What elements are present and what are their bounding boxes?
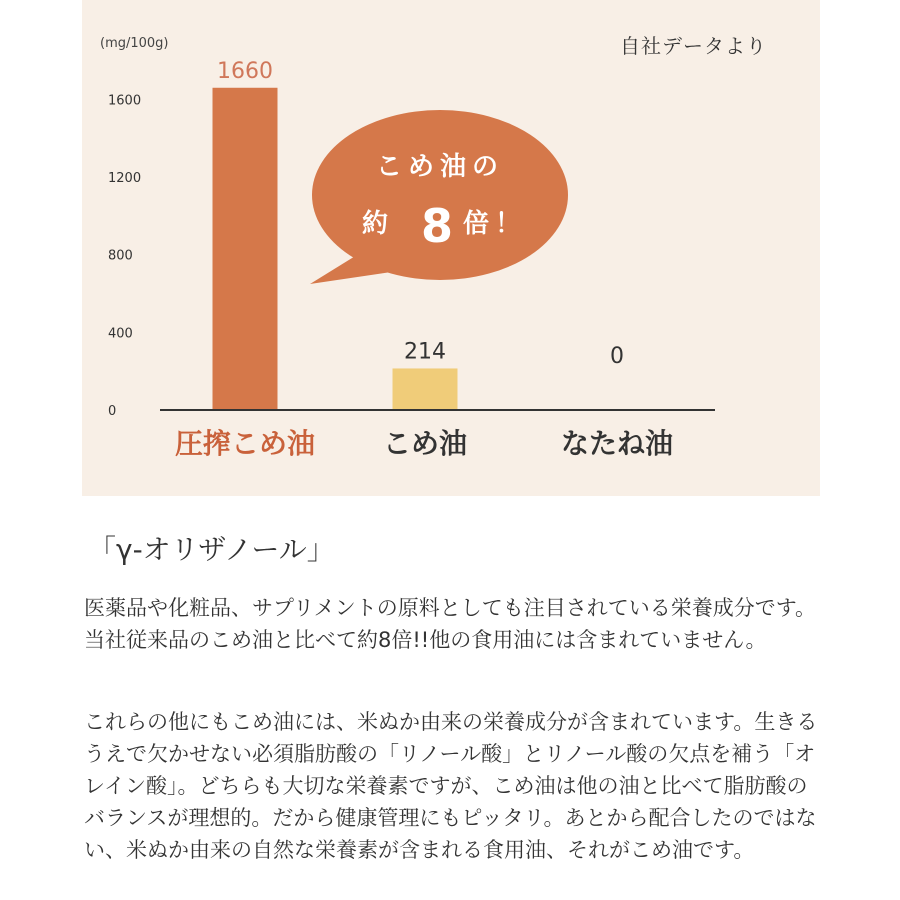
y-tick-label: 800 [108, 248, 133, 264]
paragraph-1: 医薬品や化粧品、サプリメントの原料としても注目されている栄養成分です。当社従来品のこめ油と比べて約8倍!!他の食用油には含まれていません。 [84, 596, 817, 652]
callout-prefix: 約 [361, 209, 395, 239]
section-heading: 「γ-オリザノール」 [88, 533, 335, 566]
y-tick-label: 400 [108, 326, 133, 342]
callout-suffix: 倍！ [462, 209, 528, 239]
category-label: 圧搾こめ油 [174, 427, 316, 460]
callout-bubble [310, 110, 568, 284]
callout-number: 8 [420, 199, 454, 253]
source-note: 自社データより [620, 34, 767, 58]
y-tick-label: 1600 [108, 93, 142, 109]
paragraph-2: これらの他にもこめ油には、米ぬか由来の栄養成分が含まれています。生きるうえで欠かせない必須脂肪酸の「リノール酸」とリノール酸の欠点を補う「オレイン酸」。どちらも大切な栄養素ですが、こめ油は他の油と比べて脂肪酸のバランスが理想的。だから健康管理にもピッタリ。あとから配合したのではない、米ぬか由来の自然な栄養素が含まれる食用油、それがこめ油です。 [84, 710, 818, 862]
y-axis-ticks [108, 93, 141, 419]
category-label: なたね油 [560, 427, 674, 460]
unit-label: (mg/100g) [100, 36, 169, 51]
bar [393, 368, 458, 410]
y-tick-label: 1200 [108, 171, 142, 187]
callout-bubble-body [312, 110, 568, 280]
callout-line1: こめ油の [375, 152, 505, 182]
y-tick-label: 0 [108, 404, 117, 419]
category-label: こめ油 [382, 427, 468, 460]
bar [213, 88, 278, 410]
value-label: 1660 [217, 58, 273, 84]
value-label: 214 [404, 339, 446, 365]
value-label: 0 [610, 344, 624, 369]
category-labels [175, 427, 673, 460]
